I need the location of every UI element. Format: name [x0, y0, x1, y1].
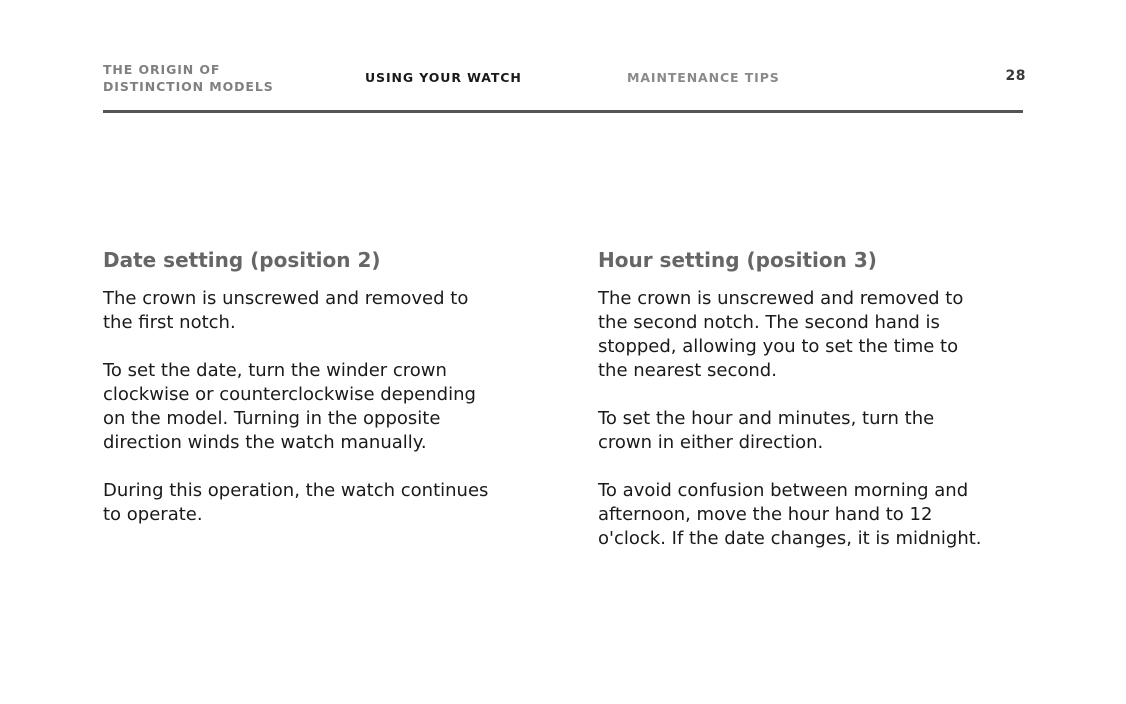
- nav-tab-maintenance-tips[interactable]: MAINTENANCE TIPS: [627, 70, 780, 85]
- nav-tab-origin-of-distinction-models[interactable]: THE ORIGIN OF DISTINCTION MODELS: [103, 62, 274, 94]
- section-hour-setting: [598, 246, 998, 575]
- paragraph: To avoid confusion between morning and afternoon, move the hour hand to 12 o'clock. If the date changes, it is midnight.: [598, 480, 982, 549]
- paragraph: To set the date, turn the winder crown clockwise or counterclockwise depending on the model. Turning in the opposite direction winds the watch manually.: [103, 360, 476, 453]
- section-heading: Hour setting (position 3): [598, 248, 877, 272]
- paragraph: The crown is unscrewed and removed to the second notch. The second hand is stopped, allowing you to set the time to the nearest second.: [598, 288, 964, 381]
- nav-tab-using-your-watch[interactable]: USING YOUR WATCH: [365, 70, 522, 85]
- paragraph: During this operation, the watch continues to operate.: [103, 480, 489, 525]
- section-heading: Date setting (position 2): [103, 248, 381, 272]
- section-date-setting: [103, 246, 503, 551]
- paragraph: To set the hour and minutes, turn the crown in either direction.: [598, 408, 935, 453]
- paragraph: The crown is unscrewed and removed to the first notch.: [103, 288, 469, 333]
- header-nav: [0, 0, 1126, 120]
- header-divider: [103, 110, 1023, 113]
- page-number: 28: [1005, 68, 1026, 84]
